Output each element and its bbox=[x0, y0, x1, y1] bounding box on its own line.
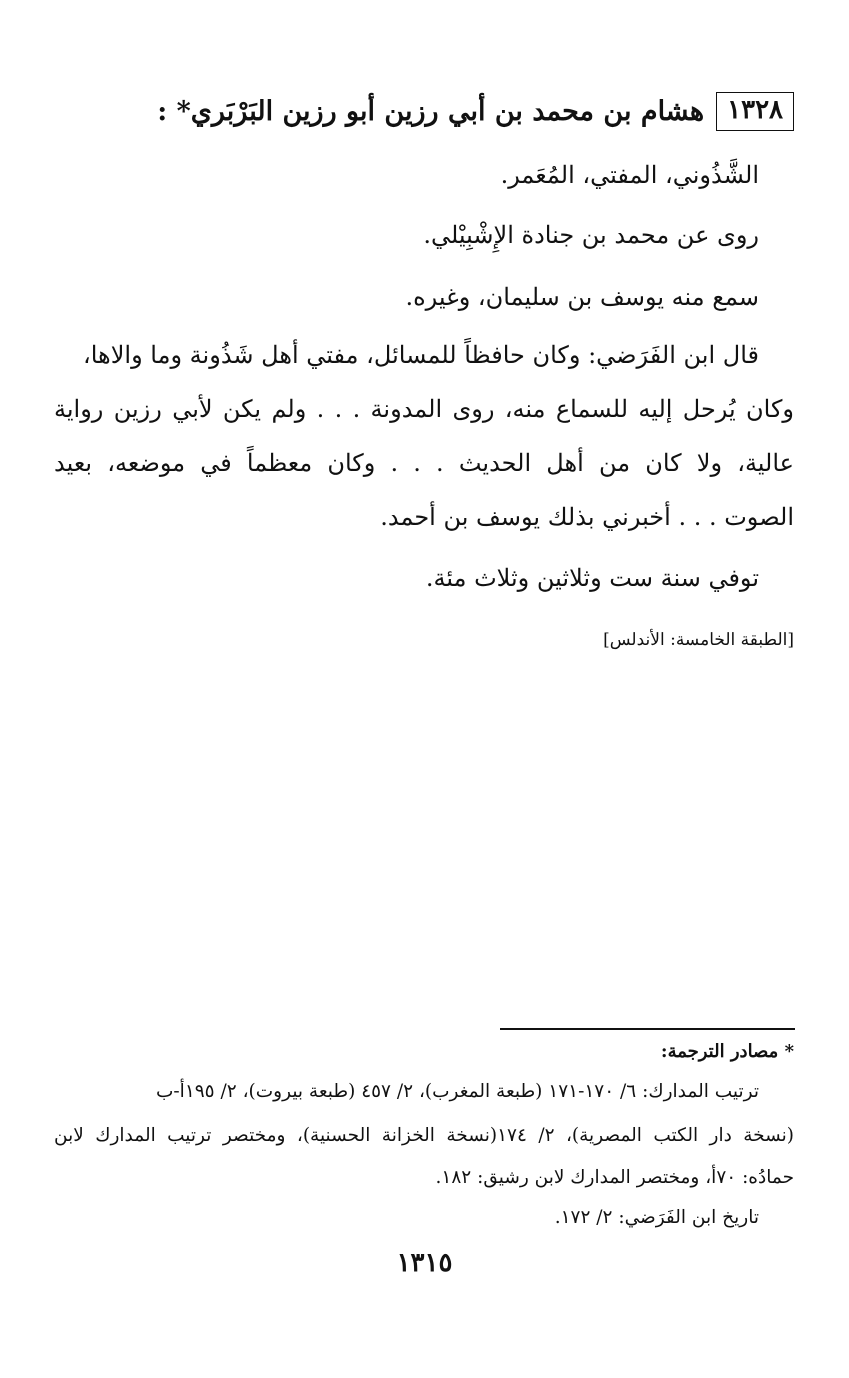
classification-note: [الطبقة الخامسة: الأندلس] bbox=[603, 630, 794, 650]
body-line-narrated-from: روى عن محمد بن جنادة الإِشْبِيْلي. bbox=[423, 221, 759, 249]
page-number: ١٣١٥ bbox=[396, 1248, 453, 1278]
footnote-line-2: (نسخة دار الكتب المصرية)، ٢/ ١٧٤(نسخة الخزانة الحسنية)، ومختصر ترتيب المدارك لابن bbox=[54, 1125, 794, 1146]
footnote-line-3: حمادُه: ٧٠أ، ومختصر المدارك لابن رشيق: ١٨٢. bbox=[435, 1167, 794, 1188]
entry-title: هشام بن محمد بن أبي رزين أبو رزين البَرْبَري* : bbox=[157, 96, 705, 128]
footnote-line-4: تاريخ ابن الفَرَضي: ٢/ ١٧٢. bbox=[554, 1207, 759, 1228]
entry-header bbox=[54, 92, 794, 131]
footnote-heading: * مصادر الترجمة: bbox=[660, 1041, 794, 1062]
body-line-quote-3: عالية، ولا كان من أهل الحديث . . . وكان معظماً في موضعه، بعيد bbox=[54, 449, 794, 477]
footnote-line-1: ترتيب المدارك: ٦/ ١٧٠-١٧١ (طبعة المغرب)، ٢/ ٤٥٧ (طبعة بيروت)، ٢/ ١٩٥أ-ب bbox=[156, 1081, 759, 1102]
body-line-quote-2: وكان يُرحل إليه للسماع منه، روى المدونة . . . ولم يكن لأبي رزين رواية bbox=[54, 395, 794, 423]
body-line-death: توفي سنة ست وثلاثين وثلاث مئة. bbox=[425, 564, 759, 592]
entry-number-box: ١٣٢٨ bbox=[716, 92, 794, 131]
footnote-divider bbox=[500, 1028, 795, 1030]
body-line-nisba: الشَّذُوني، المفتي، المُعَمر. bbox=[500, 161, 759, 189]
body-line-quote-4: الصوت . . . أخبرني بذلك يوسف بن أحمد. bbox=[380, 503, 794, 531]
body-line-quote-1: قال ابن الفَرَضي: وكان حافظاً للمسائل، مفتي أهل شَذُونة وما والاها، bbox=[83, 341, 759, 369]
body-line-heard-from: سمع منه يوسف بن سليمان، وغيره. bbox=[405, 283, 759, 311]
